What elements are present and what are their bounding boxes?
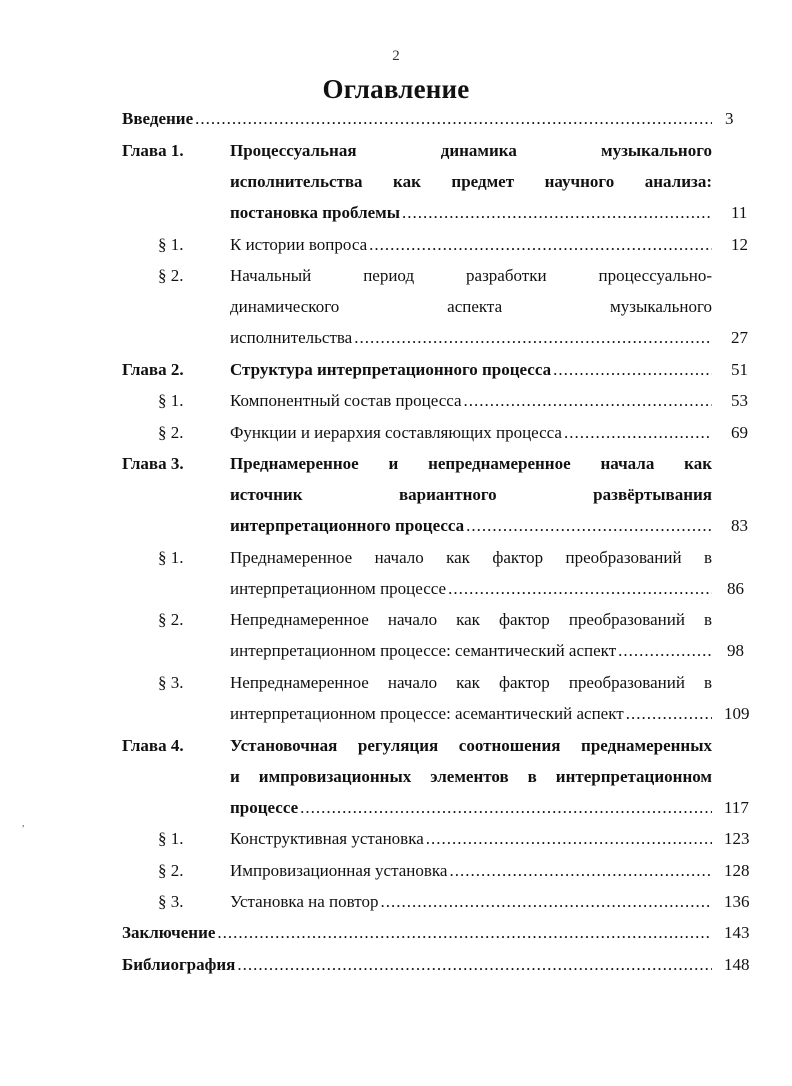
toc-entry-conclusion[interactable]: [0, 917, 792, 948]
dot-leader: [402, 197, 712, 228]
section-label: § 2.: [158, 423, 184, 442]
toc-chapter-4[interactable]: [0, 730, 792, 761]
section-label: § 1.: [158, 829, 184, 848]
toc-page-number: 51: [731, 360, 748, 379]
toc-chapter-1-end[interactable]: [0, 197, 792, 228]
section-label: § 2.: [158, 266, 184, 285]
chapter-title-line: Структура интерпретационного процесса: [230, 360, 552, 379]
section-title-line: Установка на повтор: [230, 892, 379, 911]
section-label: § 2.: [158, 861, 184, 880]
chapter-label: Глава 1.: [122, 141, 184, 160]
toc-entry-intro[interactable]: [0, 103, 792, 134]
chapter-title-line: Преднамеренное и непреднамеренное начала как: [230, 454, 712, 473]
toc-page-number: 27: [731, 328, 748, 347]
toc-section-1-2[interactable]: [0, 260, 792, 291]
section-title-line: Компонентный состав процесса: [230, 391, 462, 410]
toc-section-3-2-end[interactable]: [0, 635, 792, 666]
toc-section-1-2-end[interactable]: [0, 322, 792, 353]
section-title-line: интерпретационном процессе: семантический аспект: [230, 641, 617, 660]
section-title-line: Преднамеренное начало как фактор преобразований в: [230, 548, 712, 567]
toc-page-number: 3: [725, 109, 734, 128]
toc-section-3-1[interactable]: [0, 542, 792, 573]
toc-page-number: 143: [724, 923, 750, 942]
stray-mark: ,: [22, 818, 25, 829]
toc-page-number: 109: [724, 704, 750, 723]
dot-leader: [448, 573, 712, 604]
toc-section-1-1[interactable]: [0, 229, 792, 260]
page-title: Оглавление: [322, 74, 470, 104]
chapter-title-line: и импровизационных элементов в интерпретационном: [230, 767, 712, 786]
section-title-line: интерпретационном процессе: [230, 579, 447, 598]
toc-page-number: 53: [731, 391, 748, 410]
dot-leader: [354, 322, 712, 353]
dot-leader: [466, 510, 712, 541]
chapter-title-line: интерпретационного процесса: [230, 516, 465, 535]
toc-chapter-1-cont: [0, 166, 792, 197]
toc-section-3-1-end[interactable]: [0, 573, 792, 604]
section-label: § 1.: [158, 235, 184, 254]
dot-leader: [464, 385, 712, 416]
toc-page-number: 128: [724, 861, 750, 880]
section-label: § 3.: [158, 892, 184, 911]
toc-chapter-4-cont: [0, 761, 792, 792]
toc-section-3-2[interactable]: [0, 604, 792, 635]
chapter-title-line: исполнительства как предмет научного анализа:: [230, 172, 712, 191]
toc-chapter-3-end[interactable]: [0, 510, 792, 541]
toc-page-number: 123: [724, 829, 750, 848]
toc-section-4-1[interactable]: [0, 823, 792, 854]
section-title-line: Функции и иерархия составляющих процесса: [230, 423, 562, 442]
dot-leader: [237, 949, 712, 980]
toc-page-number: 148: [724, 955, 750, 974]
toc-page-number: 98: [727, 641, 744, 660]
toc-section-4-2[interactable]: [0, 855, 792, 886]
toc-section-1-2-cont: [0, 291, 792, 322]
toc-chapter-3-cont: [0, 479, 792, 510]
toc-page-number: 86: [727, 579, 744, 598]
section-label: § 3.: [158, 673, 184, 692]
dot-leader: [300, 792, 712, 823]
toc-chapter-3[interactable]: [0, 448, 792, 479]
dot-leader: [626, 698, 712, 729]
toc-entry-label: Заключение: [122, 923, 216, 942]
section-label: § 1.: [158, 391, 184, 410]
toc-entry-label: Библиография: [122, 955, 236, 974]
toc-chapter-2[interactable]: [0, 354, 792, 385]
section-title-line: интерпретационном процессе: асемантический аспект: [230, 704, 624, 723]
dot-leader: [618, 635, 712, 666]
toc-page-number: 117: [724, 798, 749, 817]
toc-page-number: 11: [731, 203, 748, 222]
toc-entry-label: Введение: [122, 109, 194, 128]
section-title-line: динамического аспекта музыкального: [230, 297, 712, 316]
chapter-title-line: Процессуальная динамика музыкального: [230, 141, 712, 160]
toc-section-3-3[interactable]: [0, 667, 792, 698]
toc-section-4-3[interactable]: [0, 886, 792, 917]
toc-chapter-4-end[interactable]: [0, 792, 792, 823]
dot-leader: [380, 886, 712, 917]
section-label: § 2.: [158, 610, 184, 629]
toc-page-number: 83: [731, 516, 748, 535]
dot-leader: [195, 103, 712, 134]
dot-leader: [564, 417, 712, 448]
section-label: § 1.: [158, 548, 184, 567]
chapter-title-line: источник вариантного развёртывания: [230, 485, 712, 504]
section-title-line: Начальный период разработки процессуально-: [230, 266, 712, 285]
dot-leader: [369, 229, 712, 260]
section-title-line: Конструктивная установка: [230, 829, 424, 848]
dot-leader: [553, 354, 712, 385]
chapter-label: Глава 4.: [122, 736, 184, 755]
chapter-title-line: Установочная регуляция соотношения преднамеренных: [230, 736, 712, 755]
page-number: 2: [392, 48, 400, 64]
chapter-label: Глава 2.: [122, 360, 184, 379]
dot-leader: [449, 855, 712, 886]
section-title-line: Импровизационная установка: [230, 861, 448, 880]
section-title-line: Непреднамеренное начало как фактор преобразований в: [230, 673, 712, 692]
section-title-line: исполнительства: [230, 328, 353, 347]
chapter-label: Глава 3.: [122, 454, 184, 473]
toc-section-2-2[interactable]: [0, 417, 792, 448]
chapter-title-line: процессе: [230, 798, 299, 817]
chapter-title-line: постановка проблемы: [230, 203, 400, 222]
dot-leader: [217, 917, 712, 948]
toc-page-number: 69: [731, 423, 748, 442]
toc-section-2-1[interactable]: [0, 385, 792, 416]
dot-leader: [426, 823, 712, 854]
section-title-line: Непреднамеренное начало как фактор преобразований в: [230, 610, 712, 629]
toc-section-3-3-end[interactable]: [0, 698, 792, 729]
toc-page-number: 12: [731, 235, 748, 254]
toc-entry-bibliography[interactable]: [0, 949, 792, 980]
toc-chapter-1[interactable]: [0, 135, 792, 166]
toc-page-number: 136: [724, 892, 750, 911]
section-title-line: К истории вопроса: [230, 235, 368, 254]
